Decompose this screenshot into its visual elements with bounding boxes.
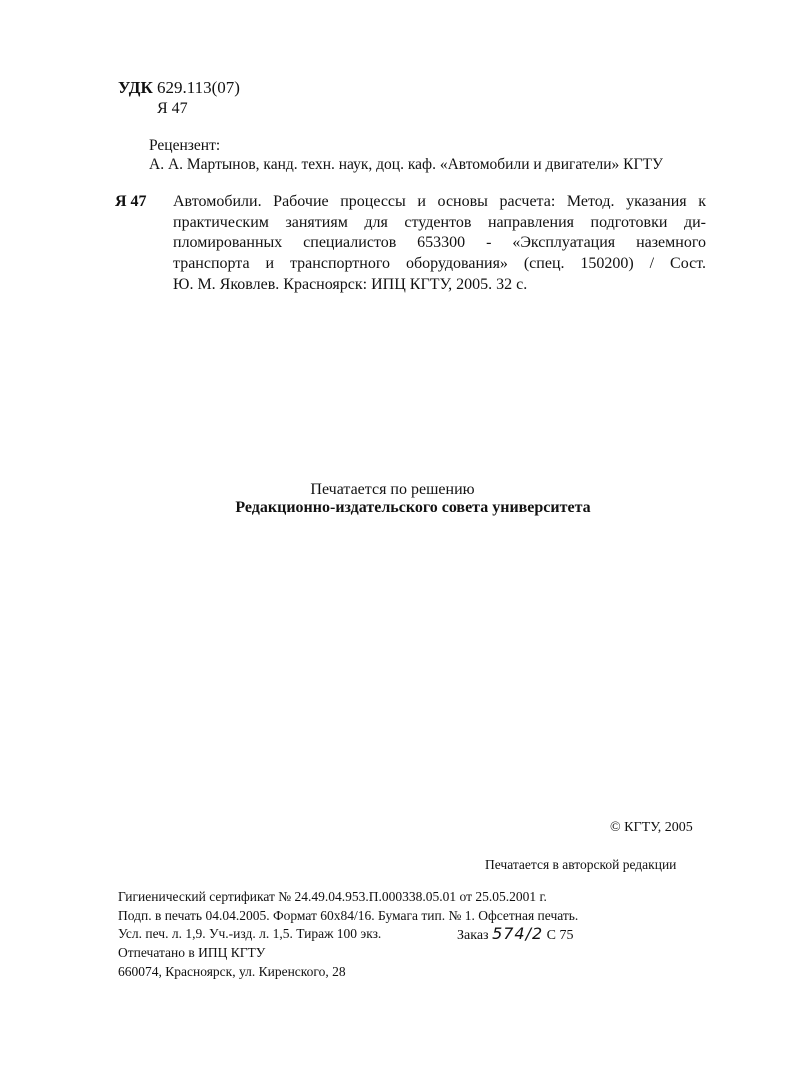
hygiene-certificate: Гигиенический сертификат № 24.49.04.953.П.000338.05.01 от 25.05.2001 г. xyxy=(118,889,547,904)
description-line: транспорта и транспортного оборудования» (спец. 150200) / Сост. xyxy=(173,255,706,273)
description-line: практическим занятиям для студентов направления подготовки ди- xyxy=(173,213,706,231)
signed-for-print: Подп. в печать 04.04.2005. Формат 60x84/16. Бумага тип. № 1. Офсетная печать. xyxy=(118,908,579,923)
library-cipher: Я 47 xyxy=(157,100,188,117)
bibliographic-description xyxy=(173,192,706,296)
entry-code: Я 47 xyxy=(115,193,147,210)
description-line: пломированных специалистов 653300 - «Эксплуатация наземного xyxy=(173,234,706,252)
udk-label: УДК xyxy=(118,78,153,97)
approval-line-2: Редакционно-издательского совета университета xyxy=(235,499,591,516)
description-line: Ю. М. Яковлев. Красноярск: ИПЦ КГТУ, 2005. 32 с. xyxy=(173,275,528,293)
print-sheets: Усл. печ. л. 1,9. Уч.-изд. л. 1,5. Тираж 100 экз. xyxy=(118,926,382,941)
printed-at: Отпечатано в ИПЦ КГТУ xyxy=(118,945,266,960)
order-label: Заказ xyxy=(457,928,489,943)
udk-line xyxy=(118,78,240,98)
udk-value: 629.113(07) xyxy=(157,78,240,97)
order-info xyxy=(457,924,574,944)
address: 660074, Красноярск, ул. Киренского, 28 xyxy=(118,964,346,979)
approval-line-1: Печатается по решению xyxy=(310,481,475,498)
reviewer-text: А. А. Мартынов, канд. техн. наук, доц. каф. «Автомобили и двигатели» КГТУ xyxy=(149,156,663,173)
description-line: Автомобили. Рабочие процессы и основы расчета: Метод. указания к xyxy=(173,193,706,210)
order-number: 574/2 xyxy=(492,924,544,943)
reviewer-title: Рецензент: xyxy=(149,137,221,154)
author-edition-note: Печатается в авторской редакции xyxy=(485,857,677,872)
copyright: © КГТУ, 2005 xyxy=(610,820,693,835)
order-code: С 75 xyxy=(546,928,574,943)
